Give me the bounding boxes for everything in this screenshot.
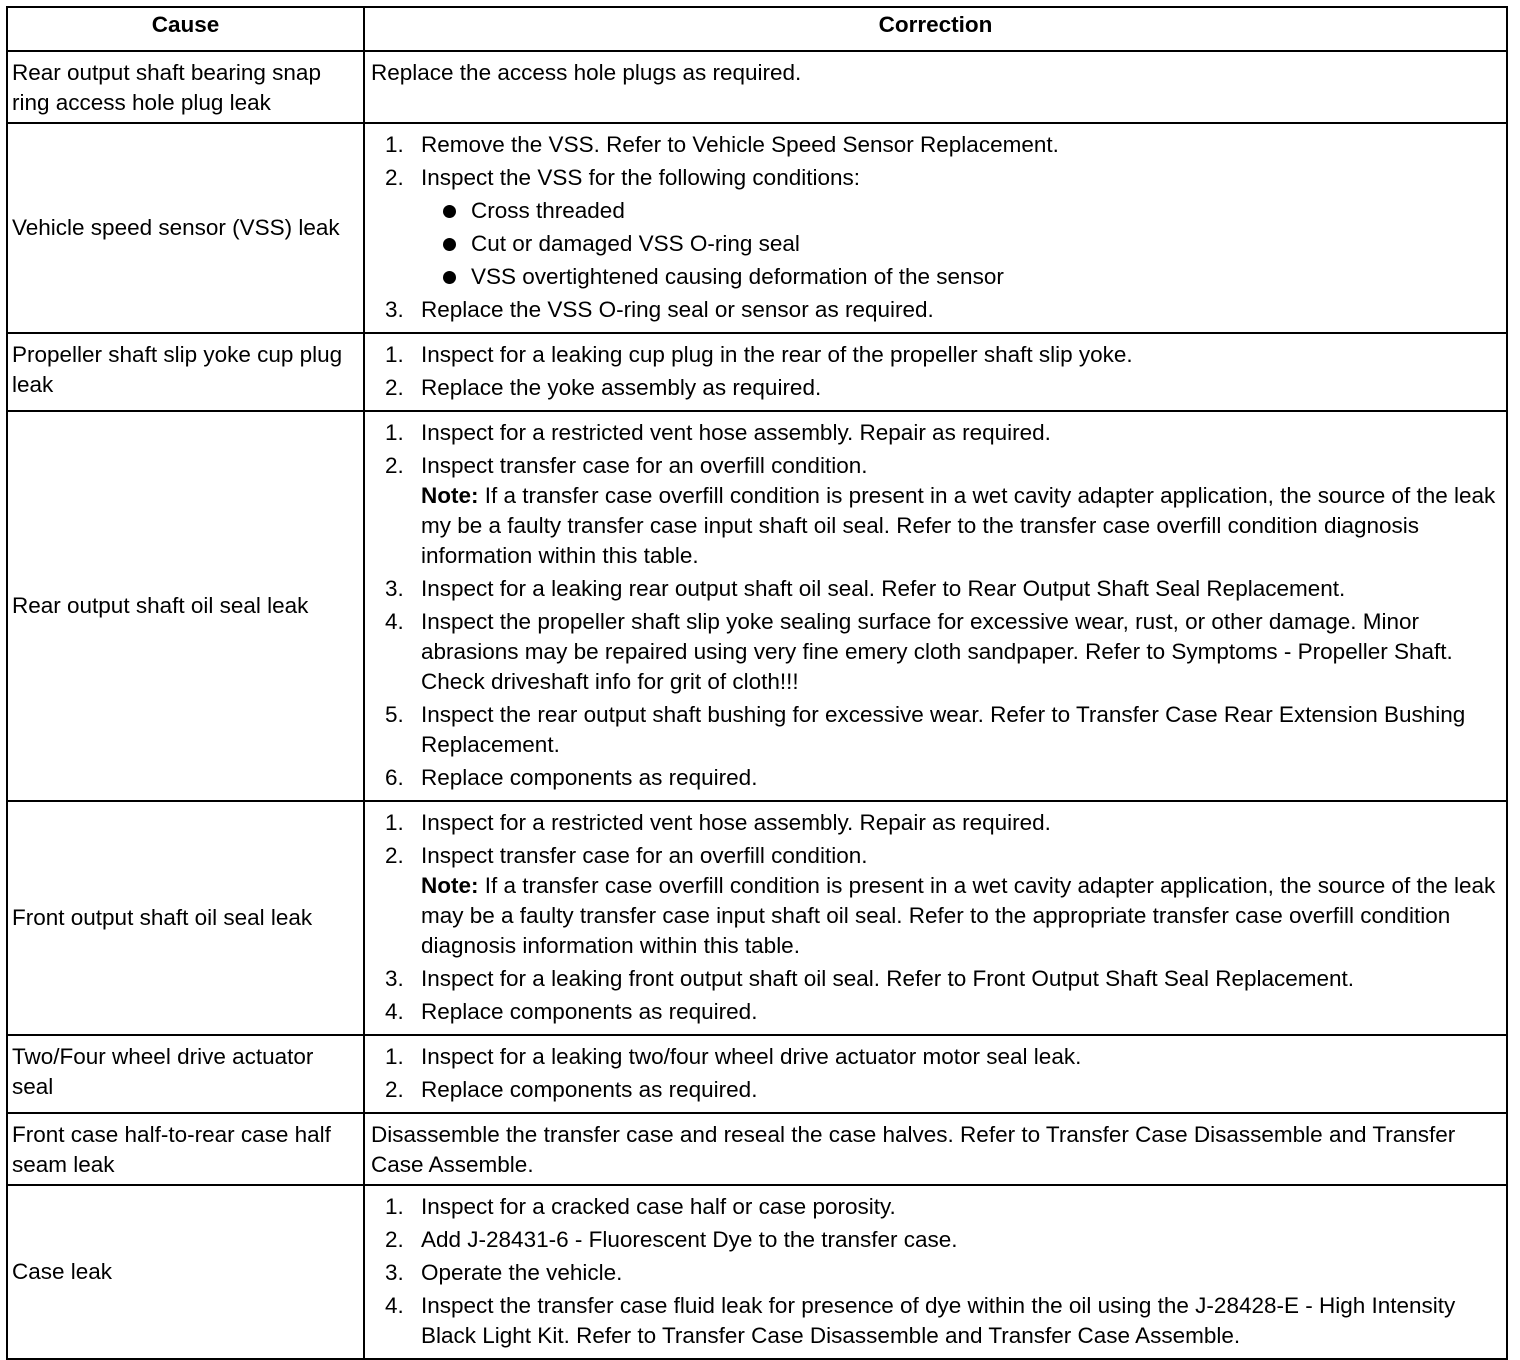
step-number: 2. bbox=[385, 453, 404, 478]
step-text: Remove the VSS. Refer to Vehicle Speed Sensor Replacement. bbox=[421, 132, 1059, 157]
step-item bbox=[371, 1291, 1500, 1351]
step-item bbox=[371, 295, 1500, 325]
condition-text: Cut or damaged VSS O-ring seal bbox=[471, 231, 800, 256]
step-text: Add J-28431-6 - Fluorescent Dye to the transfer case. bbox=[421, 1227, 958, 1252]
step-text: Replace the VSS O-ring seal or sensor as required. bbox=[421, 297, 934, 322]
step-number: 1. bbox=[385, 1044, 404, 1069]
table-row bbox=[7, 801, 1507, 1035]
step-item bbox=[371, 1225, 1500, 1255]
step-text: Inspect for a leaking front output shaft oil seal. Refer to Front Output Shaft Seal Replacement. bbox=[421, 966, 1355, 991]
table-row bbox=[7, 1113, 1507, 1185]
note-block bbox=[421, 871, 1500, 961]
step-number: 3. bbox=[385, 1260, 404, 1285]
step-item bbox=[371, 1075, 1500, 1105]
step-text: Inspect for a leaking cup plug in the rear of the propeller shaft slip yoke. bbox=[421, 342, 1133, 367]
step-text: Replace components as required. bbox=[421, 1077, 758, 1102]
step-text: Replace the yoke assembly as required. bbox=[421, 375, 822, 400]
note-label: Note: bbox=[421, 483, 479, 508]
correction-cell bbox=[364, 801, 1507, 1035]
step-number: 1. bbox=[385, 810, 404, 835]
step-number: 2. bbox=[385, 1077, 404, 1102]
step-list bbox=[371, 1042, 1500, 1105]
correction-cell bbox=[364, 411, 1507, 801]
table-row bbox=[7, 51, 1507, 123]
step-item bbox=[371, 1258, 1500, 1288]
step-item bbox=[371, 808, 1500, 838]
step-item bbox=[371, 373, 1500, 403]
step-text: Inspect for a restricted vent hose assembly. Repair as required. bbox=[421, 810, 1051, 835]
step-text: Inspect the transfer case fluid leak for presence of dye within the oil using the J-28428-E - High Intensity Black Light Kit. Refer to Transfer Case Disassemble and Transfer Case Assemble. bbox=[421, 1293, 1456, 1348]
condition-item bbox=[421, 262, 1500, 292]
step-item bbox=[371, 964, 1500, 994]
table-row bbox=[7, 123, 1507, 333]
step-number: 3. bbox=[385, 576, 404, 601]
step-list bbox=[371, 808, 1500, 1027]
note-text: If a transfer case overfill condition is present in a wet cavity adapter application, the source of the leak may be a faulty transfer case input shaft oil seal. Refer to the appropriate transfer case overfill condition diagnosis information within this table. bbox=[421, 873, 1496, 958]
step-number: 4. bbox=[385, 609, 404, 634]
cause-cell: Front case half-to-rear case half seam leak bbox=[7, 1113, 364, 1185]
header-row bbox=[7, 7, 1507, 51]
step-item bbox=[371, 997, 1500, 1027]
step-number: 1. bbox=[385, 420, 404, 445]
step-number: 2. bbox=[385, 843, 404, 868]
step-number: 4. bbox=[385, 999, 404, 1024]
correction-cell bbox=[364, 1185, 1507, 1359]
step-item bbox=[371, 451, 1500, 571]
step-number: 2. bbox=[385, 1227, 404, 1252]
correction-cell bbox=[364, 333, 1507, 411]
cause-cell: Case leak bbox=[7, 1185, 364, 1359]
cause-cell: Propeller shaft slip yoke cup plug leak bbox=[7, 333, 364, 411]
step-number: 2. bbox=[385, 165, 404, 190]
note-block bbox=[421, 481, 1500, 571]
cause-cell: Rear output shaft bearing snap ring access hole plug leak bbox=[7, 51, 364, 123]
step-item bbox=[371, 607, 1500, 697]
step-text: Inspect for a leaking two/four wheel drive actuator motor seal leak. bbox=[421, 1044, 1082, 1069]
step-text: Inspect for a cracked case half or case porosity. bbox=[421, 1194, 896, 1219]
table-row bbox=[7, 411, 1507, 801]
step-text: Inspect for a leaking rear output shaft oil seal. Refer to Rear Output Shaft Seal Replacement. bbox=[421, 576, 1346, 601]
condition-text: Cross threaded bbox=[471, 198, 625, 223]
correction-cell bbox=[364, 123, 1507, 333]
step-item bbox=[371, 1042, 1500, 1072]
correction-cell: Disassemble the transfer case and reseal the case halves. Refer to Transfer Case Disassemble and Transfer Case Assemble. bbox=[364, 1113, 1507, 1185]
bullet-icon bbox=[443, 238, 456, 251]
step-item bbox=[371, 418, 1500, 448]
step-text: Operate the vehicle. bbox=[421, 1260, 623, 1285]
step-number: 4. bbox=[385, 1293, 404, 1318]
cause-cell: Vehicle speed sensor (VSS) leak bbox=[7, 123, 364, 333]
step-number: 6. bbox=[385, 765, 404, 790]
cause-header: Cause bbox=[7, 7, 364, 51]
step-item bbox=[371, 163, 1500, 292]
step-number: 1. bbox=[385, 342, 404, 367]
step-number: 3. bbox=[385, 966, 404, 991]
step-number: 5. bbox=[385, 702, 404, 727]
step-text: Inspect the rear output shaft bushing for excessive wear. Refer to Transfer Case Rear Extension Bushing Replacement. bbox=[421, 702, 1466, 757]
step-number: 3. bbox=[385, 297, 404, 322]
cause-cell: Two/Four wheel drive actuator seal bbox=[7, 1035, 364, 1113]
step-list bbox=[371, 130, 1500, 325]
step-number: 1. bbox=[385, 132, 404, 157]
step-text: Replace components as required. bbox=[421, 765, 758, 790]
step-text: Replace components as required. bbox=[421, 999, 758, 1024]
correction-header: Correction bbox=[364, 7, 1507, 51]
step-item bbox=[371, 340, 1500, 370]
condition-item bbox=[421, 196, 1500, 226]
bullet-icon bbox=[443, 205, 456, 218]
correction-cell bbox=[364, 1035, 1507, 1113]
cause-cell: Front output shaft oil seal leak bbox=[7, 801, 364, 1035]
diagnosis-table-page bbox=[6, 6, 1506, 1360]
step-item bbox=[371, 574, 1500, 604]
condition-item bbox=[421, 229, 1500, 259]
note-text: If a transfer case overfill condition is present in a wet cavity adapter application, the source of the leak my be a faulty transfer case input shaft oil seal. Refer to the transfer case overfill condition diagnosis information within this table. bbox=[421, 483, 1496, 568]
cause-cell: Rear output shaft oil seal leak bbox=[7, 411, 364, 801]
bullet-icon bbox=[443, 271, 456, 284]
step-list bbox=[371, 418, 1500, 793]
step-list bbox=[371, 1192, 1500, 1351]
step-text: Inspect transfer case for an overfill condition. bbox=[421, 453, 868, 478]
correction-cell: Replace the access hole plugs as required. bbox=[364, 51, 1507, 123]
table-row bbox=[7, 1185, 1507, 1359]
table-row bbox=[7, 333, 1507, 411]
step-item bbox=[371, 700, 1500, 760]
table-row bbox=[7, 1035, 1507, 1113]
note-label: Note: bbox=[421, 873, 479, 898]
step-text: Inspect transfer case for an overfill condition. bbox=[421, 843, 868, 868]
step-text: Inspect the propeller shaft slip yoke sealing surface for excessive wear, rust, or other damage. Minor abrasions may be repaired using very fine emery cloth sandpaper. Refer to Symptoms - Propeller Shaft. Check driveshaft info for grit of cloth!!! bbox=[421, 609, 1453, 694]
step-text: Inspect for a restricted vent hose assembly. Repair as required. bbox=[421, 420, 1051, 445]
step-list bbox=[371, 340, 1500, 403]
condition-text: VSS overtightened causing deformation of the sensor bbox=[471, 264, 1004, 289]
diagnosis-table bbox=[6, 6, 1508, 1360]
step-item bbox=[371, 763, 1500, 793]
step-item bbox=[371, 1192, 1500, 1222]
step-item bbox=[371, 130, 1500, 160]
step-number: 2. bbox=[385, 375, 404, 400]
step-number: 1. bbox=[385, 1194, 404, 1219]
step-item bbox=[371, 841, 1500, 961]
step-text: Inspect the VSS for the following conditions: bbox=[421, 165, 861, 190]
condition-list bbox=[421, 196, 1500, 292]
